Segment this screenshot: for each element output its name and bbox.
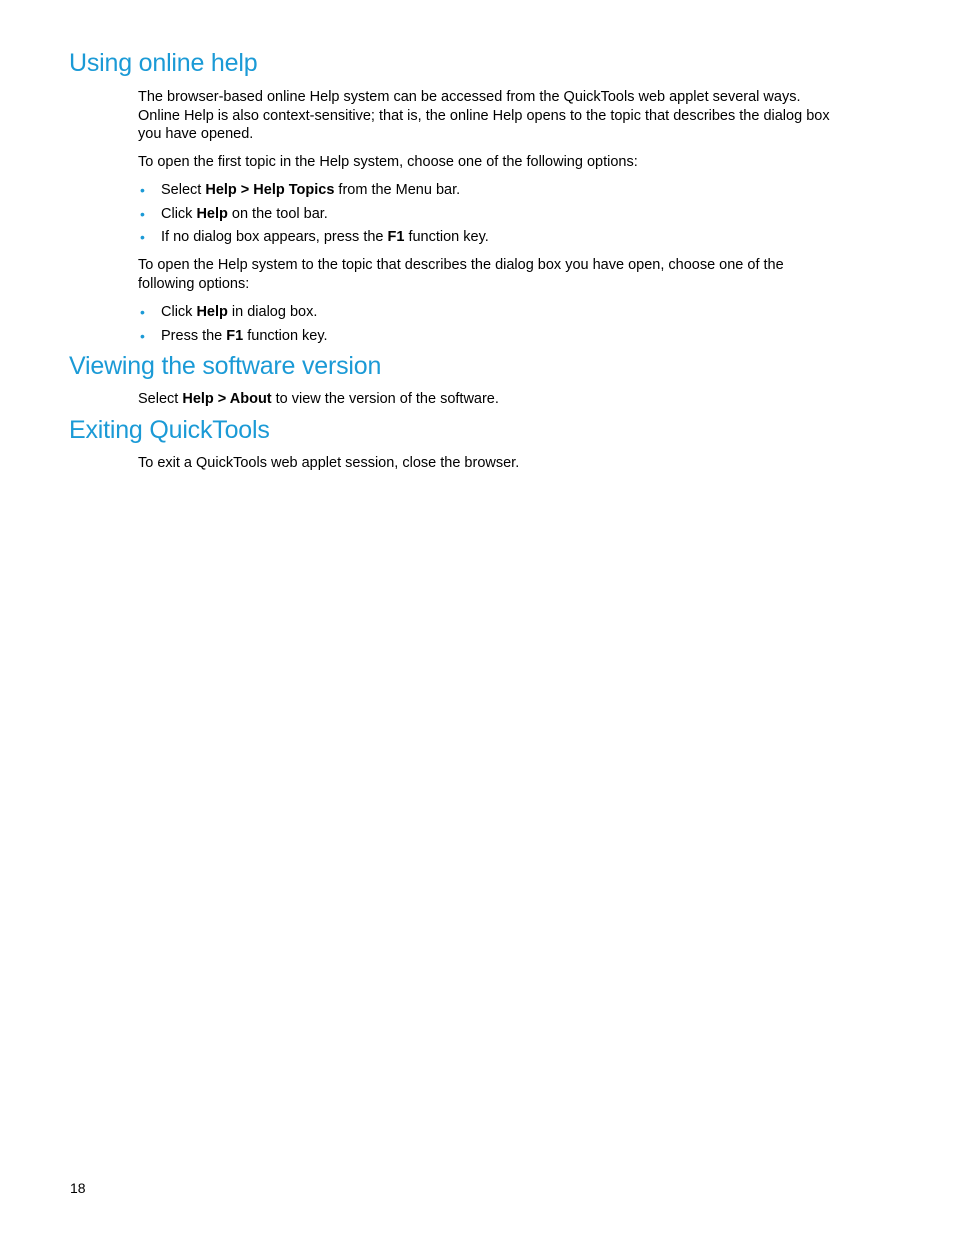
software-version-body: Select Help > About to view the version of the software. [138, 391, 499, 407]
page-number: 18 [70, 1180, 86, 1196]
menu-path: Help [196, 205, 228, 222]
heading-viewing-software-version: Viewing the software version [69, 352, 382, 380]
bullet-icon: • [140, 327, 145, 344]
bullet-icon: • [140, 205, 145, 222]
heading-using-online-help: Using online help [69, 49, 258, 77]
list-item: • Select Help > Help Topics from the Menu bar. [140, 182, 461, 198]
online-help-intro: The browser-based online Help system can be accessed from the QuickTools web applet several ways. Online Help is also context-sensitive; that is, the online Help opens to the topic that describes the dialog box you have opened. [138, 89, 830, 142]
bullet-icon: • [140, 229, 145, 245]
key-name: F1 [226, 327, 244, 344]
heading-exiting-quicktools: Exiting QuickTools [69, 416, 270, 444]
menu-path: Help > About [182, 391, 272, 407]
bullet-icon: • [140, 304, 145, 320]
bullet-icon: • [140, 182, 145, 198]
exiting-body: To exit a QuickTools web applet session, close the browser. [138, 455, 520, 471]
first-topic-lead: To open the first topic in the Help system, choose one of the following options: [138, 154, 638, 170]
menu-path: Help [196, 304, 228, 320]
list-item: • Click Help on the tool bar. [140, 205, 328, 222]
menu-path: Help > Help Topics [205, 182, 335, 198]
first-topic-options-list [138, 181, 838, 252]
key-name: F1 [387, 229, 405, 245]
list-item: • Click Help in dialog box. [140, 304, 318, 320]
dialog-topic-lead: To open the Help system to the topic that describes the dialog box you have open, choose one of the following options: [138, 257, 784, 292]
list-item: • Press the F1 function key. [140, 327, 328, 344]
dialog-topic-options-list [138, 303, 838, 350]
list-item: • If no dialog box appears, press the F1 function key. [140, 229, 489, 245]
